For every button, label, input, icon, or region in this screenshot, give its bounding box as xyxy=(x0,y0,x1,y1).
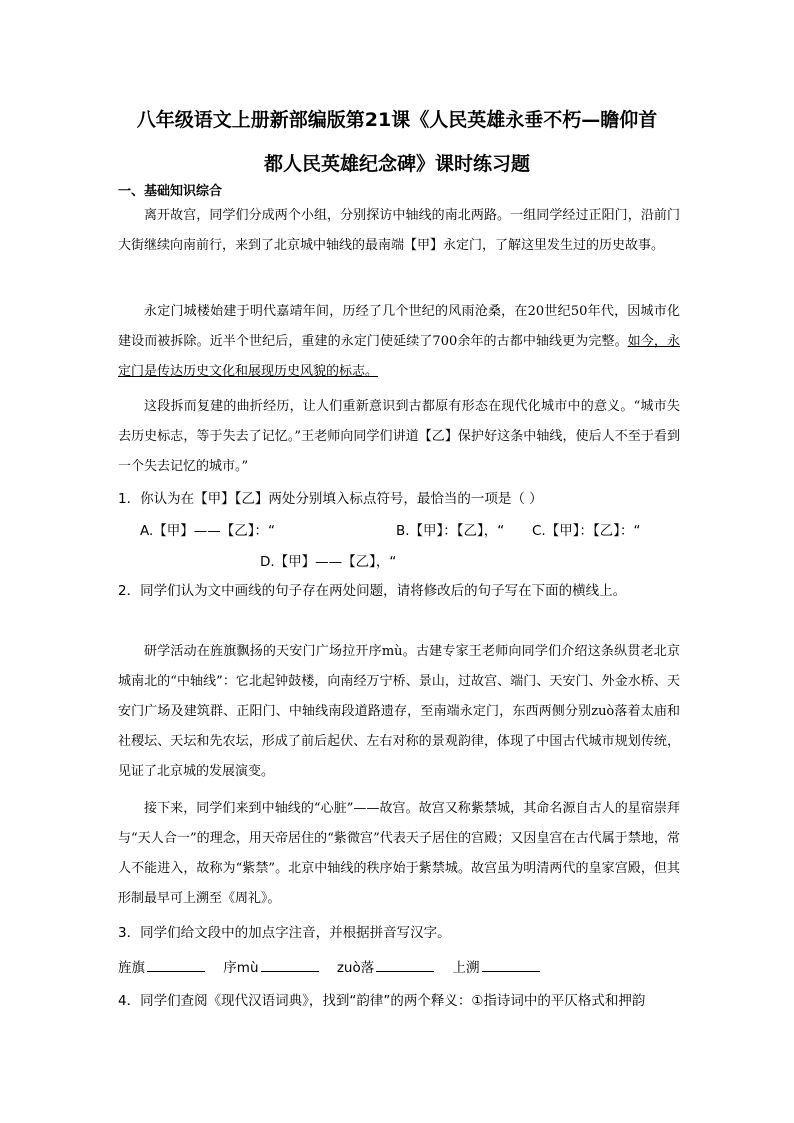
passage1-paragraph-2 xyxy=(118,297,680,387)
blank-label-2: 序mù xyxy=(223,960,259,976)
blank-label-3: zuò落 xyxy=(336,960,375,976)
passage1-paragraph-2-text: 永定门城楼始建于明代嘉靖年间，历经了几个世纪的风雨沧桑，在20世纪50年代，因城市化建设而被拆除。近半个世纪后，重建的永定门使延续了700余年的古都中轴线更为完整。 xyxy=(118,304,680,349)
question-1-stem: 1．你认为在【甲】【乙】两处分别填入标点符号，最恰当的一项是（ ） xyxy=(118,491,543,507)
question-3-stem: 3．同学们给文段中的加点字注音，并根据拼音写汉字。 xyxy=(118,925,451,941)
question-2-stem: 2．同学们认为文中画线的句子存在两处问题，请将修改后的句子写在下面的横线上。 xyxy=(118,583,627,599)
answer-blank-4[interactable] xyxy=(482,959,540,972)
document-title xyxy=(100,98,694,186)
question-1-option-c: C.【甲】：【乙】：“ xyxy=(532,523,641,539)
answer-blank-3[interactable] xyxy=(376,959,434,972)
question-4-stem: 4．同学们查阅《现代汉语词典》，找到“韵律”的两个释义：①指诗词中的平仄格式和押韵 xyxy=(118,993,646,1009)
blank-label-1: 旌旗 xyxy=(118,960,145,976)
title-line-2: 都人民英雄纪念碑》课时练习题 xyxy=(263,153,530,175)
question-1-option-a: A.【甲】——【乙】：“ xyxy=(140,523,276,539)
passage2-paragraph-2: 接下来，同学们来到中轴线的“心脏”——故宫。故宫又称紫禁城，其命名源自古人的星宿崇拜与“天人合一”的理念，用天帝居住的“紫微宫”代表天子居住的宫殿；又因皇宫在古代属于禁地，常人不能进入，故称为“紫禁”。北京中轴线的秩序始于紫禁城。故宫虽为明清两代的皇家宫殿，但其形制最早可上溯至《周礼》。 xyxy=(118,801,680,906)
passage1-paragraph-3: 这段拆而复建的曲折经历，让人们重新意识到古都原有形态在现代化城市中的意义。“城市失去历史标志，等于失去了记忆。”王老师向同学们讲道【乙】保护好这条中轴线，使后人不至于看到一个失去记忆的城市。” xyxy=(118,399,680,474)
blank-label-4: 上溯 xyxy=(452,960,480,976)
title-line-1: 八年级语文上册新部编版第21课《人民英雄永垂不朽—瞻仰首 xyxy=(136,109,658,131)
question-1-option-d: D.【甲】——【乙】，“ xyxy=(260,554,397,570)
answer-blank-1[interactable] xyxy=(147,959,205,972)
answer-blank-2[interactable] xyxy=(261,959,319,972)
question-3-blanks xyxy=(118,956,554,976)
passage2-paragraph-1: 研学活动在旌旗飘扬的天安门广场拉开序mù。古建专家王老师向同学们介绍这条纵贯老北京城南北的“中轴线”：它北起钟鼓楼，向南经万宁桥、景山，过故宫、端门、天安门、外金水桥、天安门广场及建筑群、正阳门、中轴线南段道路遗存，至南端永定门，东西两侧分别zuò落着太庙和社稷坛、天坛和先农坛，形成了前后起伏、左右对称的景观韵律，体现了中国古代城市规划传统，见证了北京城的发展演变。 xyxy=(118,644,680,779)
section-heading: 一、基础知识综合 xyxy=(118,184,223,199)
question-1-option-b: B.【甲】：【乙】，“ xyxy=(396,523,505,539)
passage1-paragraph-1: 离开故宫，同学们分成两个小组，分别探访中轴线的南北两路。一组同学经过正阳门，沿前门大街继续向南前行，来到了北京城中轴线的最南端【甲】永定门，了解这里发生过的历史故事。 xyxy=(118,208,680,253)
underlined-sentence: 如今，永定门是传达历史文化和展现历史风貌的标志。 xyxy=(118,334,680,379)
